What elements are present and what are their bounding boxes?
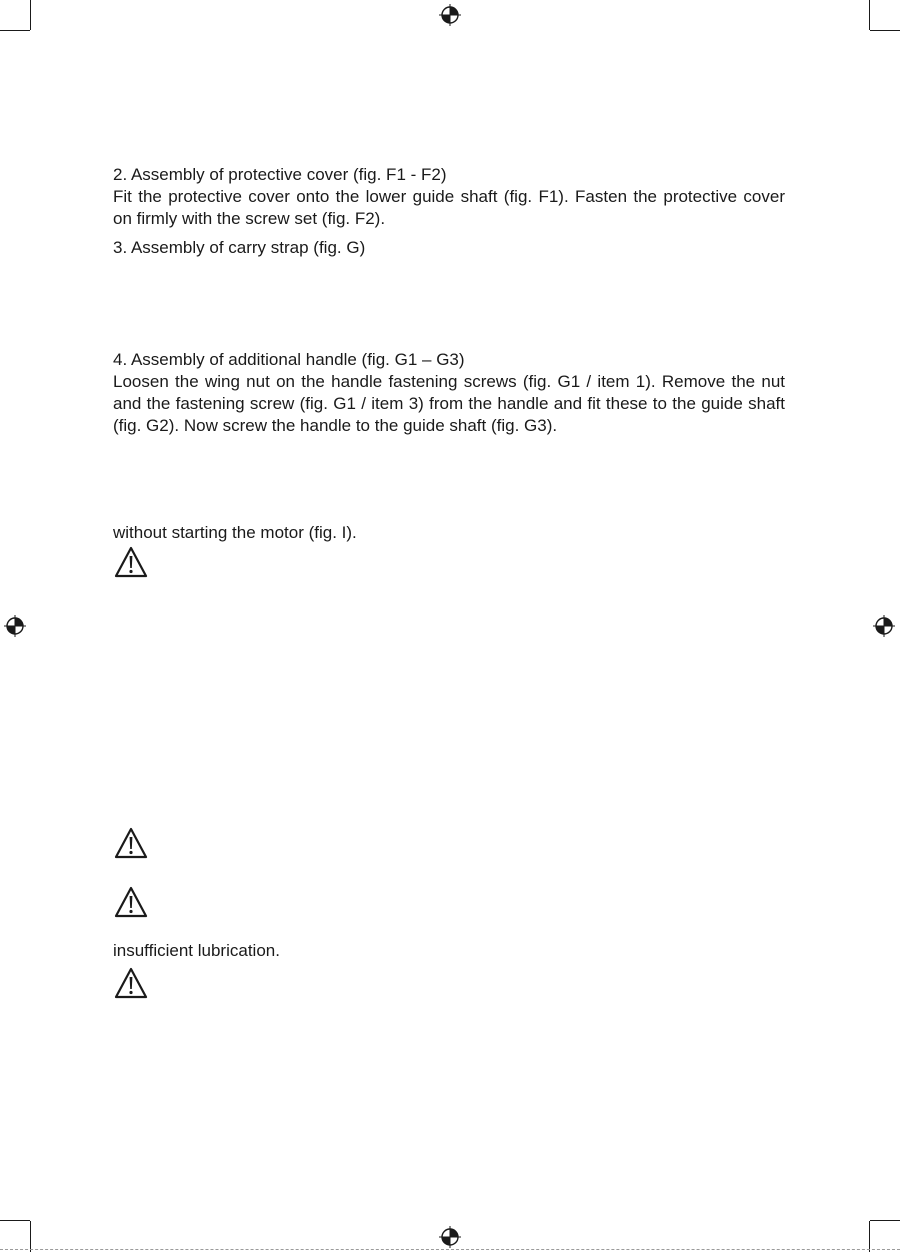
crop-mark-top-right-h	[870, 30, 900, 31]
registration-mark-icon	[873, 615, 895, 637]
section-heading-cover: 2. Assembly of protective cover (fig. F1 - F2)	[113, 165, 447, 184]
warning-triangle-icon	[113, 966, 149, 1000]
section-body-cover: Fit the protective cover onto the lower guide shaft (fig. F1). Fasten the protective cover on firmly with the screw set (fig. F2).	[113, 187, 785, 228]
crop-mark-top-left-h	[0, 30, 30, 31]
text-fragment-lubrication: insufficient lubrication.	[113, 941, 280, 960]
section-body-handle: Loosen the wing nut on the handle fastening screws (fig. G1 / item 1). Remove the nut and the fastening screw (fig. G1 / item 3) from the handle and fit these to the guide shaft (fig. G2). Now screw the handle to the guide shaft (fig. G3).	[113, 372, 785, 435]
warning-triangle-icon	[113, 545, 149, 579]
warning-triangle-icon	[113, 826, 149, 860]
crop-mark-bottom-right-v	[869, 1221, 870, 1252]
section-heading-strap: 3. Assembly of carry strap (fig. G)	[113, 238, 366, 257]
text-fragment-motor: without starting the motor (fig. I).	[113, 523, 357, 542]
section-heading-handle: 4. Assembly of additional handle (fig. G1 – G3)	[113, 350, 465, 369]
crop-mark-top-left-v	[30, 0, 31, 30]
crop-mark-top-right-v	[869, 0, 870, 30]
registration-mark-icon	[439, 4, 461, 26]
crop-mark-bottom-left-h	[0, 1220, 30, 1221]
warning-triangle-icon	[113, 885, 149, 919]
registration-mark-icon	[4, 615, 26, 637]
crop-mark-bottom-left-v	[30, 1221, 31, 1252]
crop-mark-bottom-right-h	[870, 1220, 900, 1221]
registration-mark-icon	[439, 1226, 461, 1248]
trim-line	[0, 1249, 900, 1250]
